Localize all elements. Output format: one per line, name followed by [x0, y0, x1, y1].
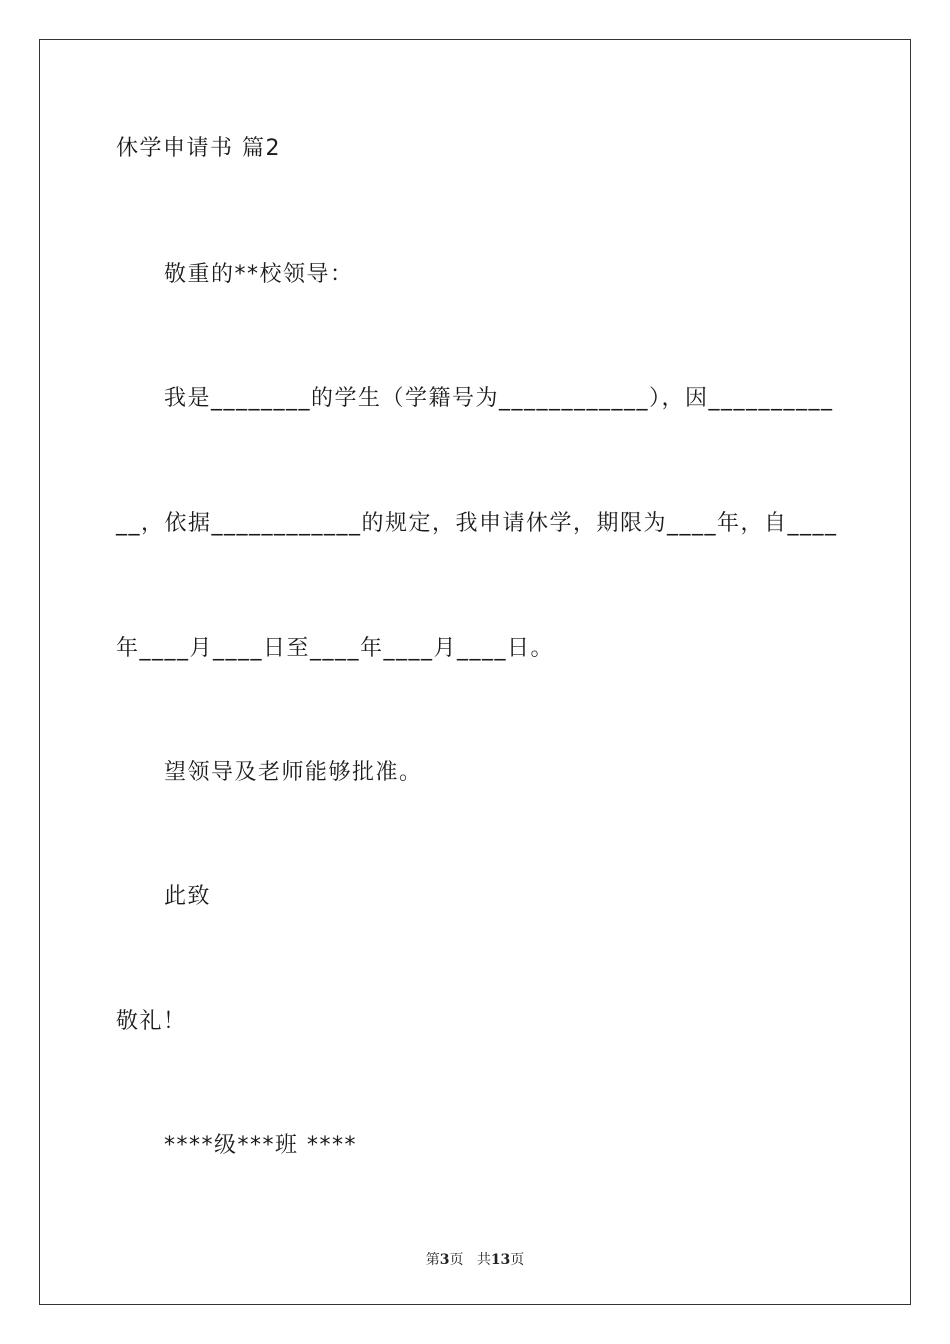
request-line: 望领导及老师能够批准。 — [164, 760, 423, 785]
page-footer — [0, 1249, 950, 1269]
salutation: 敬重的**校领导： — [164, 262, 354, 287]
body-line-1: 我是________的学生（学籍号为____________），因__________ — [164, 386, 834, 411]
signature-line: ****级***班 **** — [164, 1133, 357, 1158]
footer-prefix: 第 — [425, 1252, 440, 1268]
footer-page-suffix: 页 — [449, 1252, 464, 1268]
document-title: 休学申请书 篇2 — [116, 136, 281, 161]
closing-line-2: 敬礼！ — [116, 1009, 187, 1034]
footer-total-pages: 13 — [490, 1252, 511, 1268]
footer-page-number: 3 — [439, 1252, 450, 1268]
page-border — [39, 39, 911, 1305]
footer-total-prefix: 共 — [476, 1252, 491, 1268]
closing-line-1: 此致 — [164, 884, 212, 909]
footer-total-suffix: 页 — [510, 1252, 525, 1268]
body-line-3: 年____月____日至____年____月____日。 — [116, 636, 555, 661]
body-line-2: __，依据____________的规定，我申请休学，期限为____年，自____ — [116, 511, 838, 536]
